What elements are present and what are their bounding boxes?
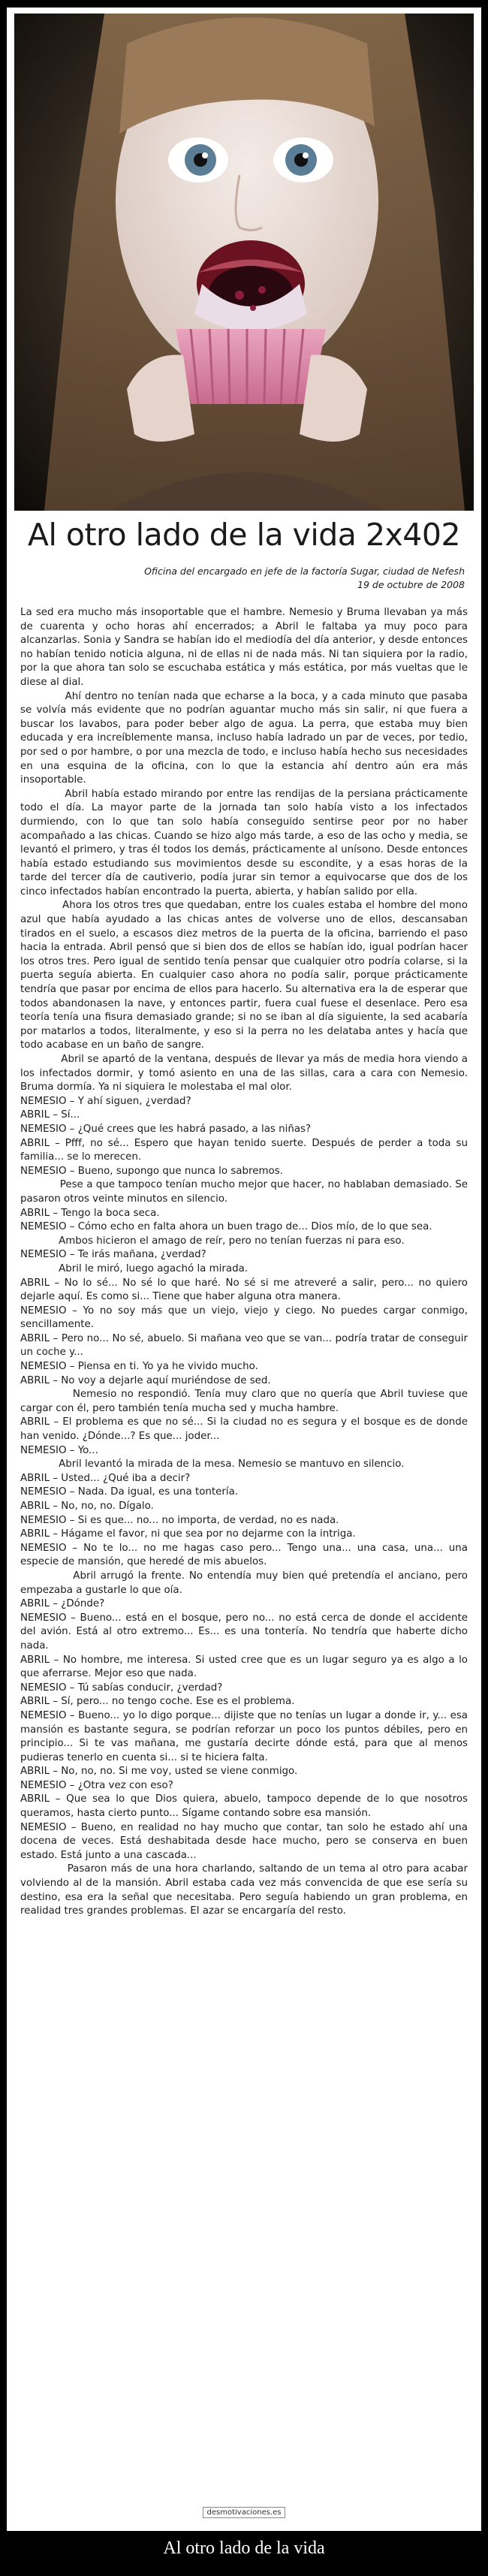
post-caption-link[interactable]: Al otro lado de la vida xyxy=(163,2538,325,2558)
byline-date: 19 de octubre de 2008 xyxy=(357,579,465,590)
site-watermark xyxy=(7,2505,481,2518)
girl-eating-cupcake-photo xyxy=(14,14,474,511)
poster-title: Al otro lado de la vida 2x402 xyxy=(27,517,461,553)
poster-byline xyxy=(14,565,465,592)
byline-location: Oficina del encargado en jefe de la factoría Sugar, ciudad de Nefesh xyxy=(144,566,465,577)
story-text: La sed era mucho más insoportable que el hambre. Nemesio y Bruma llevaban ya más de cuarenta y ocho horas ahí encerrados; a Abril le faltaba ya muy poco para alcanzarlas. Sonia y Sandra se habían ido el mediodía del día anterior, y desde entonces no habían tenido noticia alguna, ni de ellas ni de nada más. Ni tan siquiera por la radio, por la que ahora tan solo se escuchaba estática y más estática, por más vueltas que le diese al dial. Ahí dentro no tenían nada que echarse a la boca, y a cada minuto que pasaba se volvía más evidente que no podrían aguantar mucho más sin salir, ni que fuera a buscar los lavabos, para poder beber algo de agua. La perra, que estaba muy bien educada y era increíblemente mansa, incluso había ladrado un par de veces, por tedio, por sed o por hambre, o por una mezcla de todo, e incluso había hecho sus necesidades en una esquina de la oficina, con lo que la estancia ahí dentro aún era más insoportable. Abril había estado mirando por entre las rendijas de la persiana prácticamente todo el día. La mayor parte de la jornada tan solo había visto a los infectados durmiendo, con lo que tan solo había conseguido sentirse peor por no haber acompañado a las chicas. Cuando se hizo algo más tarde, a eso de las ocho y media, se levantó el primero, y tras él todos los demás, prácticamente al unísono. Desde entonces había estado estudiando sus movimientos desde su escondite, y a esas horas de la tarde del tercer día de cautiverio, podía jurar sin temor a equivocarse que dos de los cinco infectados habían encontrado la puerta, abierta, y habían salido por ella. Ahora los otros tres que quedaban, entre los cuales estaba el hombre del mono azul que había ayudado a las chicas antes de volverse uno de ellos, descansaban tirados en el suelo, a escasos diez metros de la puerta de la oficina, barriendo el paso hacia la entrada. Abril pensó que si bien dos de ellos se habían ido, igual podrían hacer los otros tres. Pero igual de sentido tenía pensar que cualquier otro podría colarse, si la puerta seguía abierta. En cualquier caso ahora no podía salir, porque prácticamente tendría que pasar por encima de ellos para hacerlo. Su alternativa era la de esperar que todos abandonasen la nave, y entonces partir, fuera cual fuese el desenlace. Pero esa teoría tenía una fisura demasiado grande; si no se iban al día siguiente, la sed acabaría por matarlos a todos, literalmente, y eso si la perra no les delataba antes y hacía que todo acabase en un baño de sangre. Abril se apartó de la ventana, después de llevar ya más de media hora viendo a los infectados dormir, y tomó asiento en una de las sillas, cara a cara con Nemesio. Bruma dormía. Ya ni siquiera le molestaba el mal olor. NEMESIO – Y ahí siguen, ¿verdad? ABRIL – Sí... NEMESIO – ¿Qué crees que les habrá pasado, a las niñas? ABRIL – Pfff, no sé... Espero que hayan tenido suerte. Después de perder a toda su familia... se lo merecen. NEMESIO – Bueno, supongo que nunca lo sabremos. Pese a que tampoco tenían mucho mejor que hacer, no hablaban demasiado. Se pasaron otros veinte minutos en silencio. ABRIL – Tengo la boca seca. NEMESIO – Cómo echo en falta ahora un buen trago de... Dios mío, de lo que sea. Ambos hicieron el amago de reír, pero no tenían fuerzas ni para eso. NEMESIO – Te irás mañana, ¿verdad? Abril le miró, luego agachó la mirada. ABRIL – No lo sé... No sé lo que haré. No sé si me atreveré a salir, pero... no quiero dejarle aquí. Es como si... Tiene que haber alguna otra manera. NEMESIO – Yo no soy más que un viejo, viejo y ciego. No puedes cargar conmigo, sencillamente. ABRIL – Pero no... No sé, abuelo. Si mañana veo que se van... podría tratar de conseguir un coche y... NEMESIO – Piensa en ti. Yo ya he vivido mucho. ABRIL – No voy a dejarle aquí muriéndose de sed. Nemesio no respondió. Tenía muy claro que no quería que Abril tuviese que cargar con él, pero también tenía mucha sed y mucha hambre. ABRIL – El problema es que no sé... Si la ciudad no es segura y el bosque es de donde han venido. ¿Dónde...? Es que... joder... NEMESIO – Yo... Abril levantó la mirada de la mesa. Nemesio se mantuvo en silencio. ABRIL – Usted... ¿Qué iba a decir? NEMESIO – Nada. Da igual, es una tontería. ABRIL – No, no, no. Dígalo. NEMESIO – Si es que... no... no importa, de verdad, no es nada. ABRIL – Hágame el favor, ni que sea por no dejarme con la intriga. NEMESIO – No te lo... no me hagas caso pero... Tengo una... una casa, una... una especie de mansión, que heredé de mis abuelos. Abril arrugó la frente. No entendía muy bien qué pretendía el anciano, pero empezaba a gustarle lo que oía. ABRIL – ¿Dónde? NEMESIO – Bueno... está en el bosque, pero no... no está cerca de donde el accidente del avión. Está al otro extremo... Es... es una tontería. No tendría que haberte dicho nada. ABRIL – No hombre, me interesa. Si usted cree que es un lugar seguro ya es algo a lo que aferrarse. Mejor eso que nada. NEMESIO – Tú sabías conducir, ¿verdad? ABRIL – Sí, pero... no tengo coche. Ese es el problema. NEMESIO – Bueno... yo lo digo porque... dijiste que no tenías un lugar a donde ir, y... esa mansión es bastante segura, se podrían reforzar un poco los puntos débiles, pero en principio... Si te vas mañana, me gustaría decirte dónde está, para que al menos pudieras tenerlo en cuenta si... si te hiciera falta. ABRIL – No, no, no. Si me voy, usted se viene conmigo. NEMESIO – ¿Otra vez con eso? ABRIL – Que sea lo que Dios quiera, abuelo, tampoco depende de lo que nosotros queramos, hasta cierto punto... Sígame contando sobre esa mansión. NEMESIO – Bueno, en realidad no hay mucho que contar, tan solo he estado ahí una docena de veces. Está deshabitada desde hace mucho, pero se conserva en buen estado. Está junto a una cascada... Pasaron más de una hora charlando, saltando de un tema al otro para acabar volviendo al de la mansión. Abril estaba cada vez más convencida de que ese sería su destino, esa era la señal que necesitaba. Pero seguía habiendo un gran problema, en realidad tres grandes problemas. El azar se encargaría del resto. xyxy=(20,607,468,1917)
poster xyxy=(7,8,481,2531)
watermark-label: desmotivaciones.es xyxy=(203,2507,286,2518)
poster-photo xyxy=(14,14,474,511)
